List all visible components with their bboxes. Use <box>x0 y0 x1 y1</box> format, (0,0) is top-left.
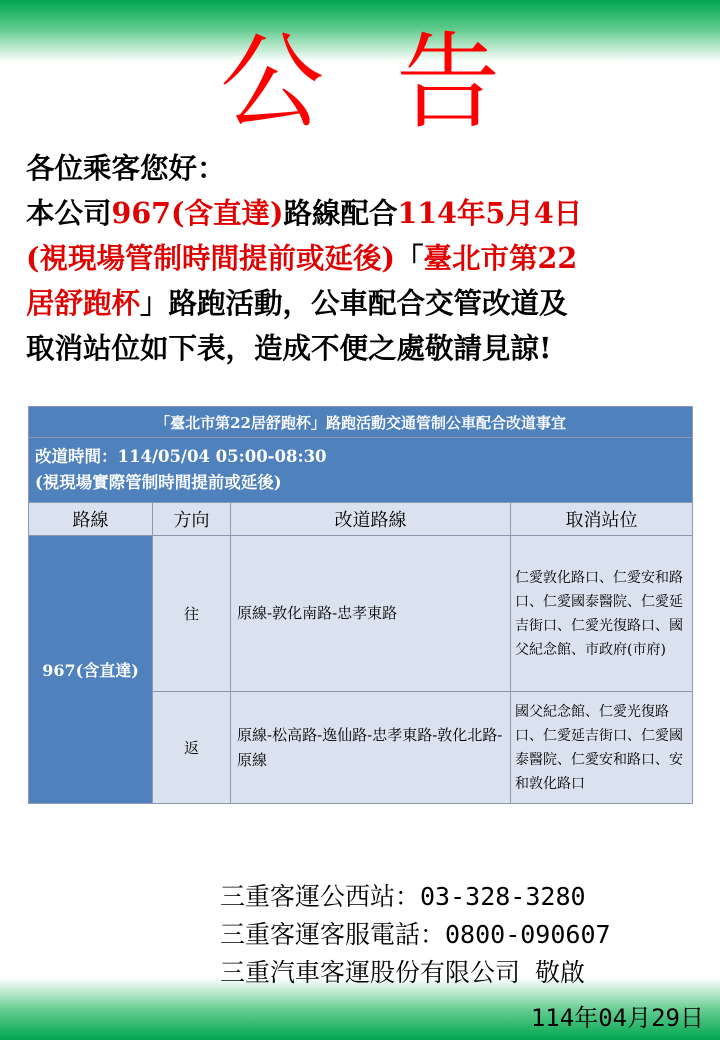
header-cancelled: 取消站位 <box>511 503 693 536</box>
notice-line-1: 各位乘客您好： <box>26 151 226 185</box>
company-signature: 三重汽車客運股份有限公司 敬啟 <box>220 958 586 987</box>
cancelled-return: 國父紀念館、仁愛光復路口、仁愛延吉街口、仁愛國泰醫院、仁愛安和路口、安和敦化路口 <box>511 692 693 804</box>
detour-time <box>29 438 693 503</box>
route-number: 967(含直達) <box>29 536 153 804</box>
notice-line-4: 居舒跑杯」路跑活動，公車配合交管改道及 <box>26 286 568 320</box>
header-detour: 改道路線 <box>231 503 511 536</box>
table-caption: 「臺北市第22居舒跑杯」路跑活動交通管制公車配合改道事宜 <box>29 407 693 438</box>
cancelled-outbound: 仁愛敦化路口、仁愛安和路口、仁愛國泰醫院、仁愛延吉街口、仁愛光復路口、國父紀念館、市政府(市府) <box>511 536 693 692</box>
header-route: 路線 <box>29 503 153 536</box>
header-direction: 方向 <box>153 503 231 536</box>
route-highlight: 967(含直達) <box>111 196 284 230</box>
date-highlight: 114年5月4日 <box>397 196 583 230</box>
detour-outbound: 原線-敦化南路-忠孝東路 <box>231 536 511 692</box>
direction-outbound: 往 <box>153 536 231 692</box>
detour-time-line-2: (視現場實際管制時間提前或延後) <box>35 473 282 492</box>
station-phone: 三重客運公西站：03-328-3280 <box>220 882 586 911</box>
notice-date: 114年04月29日 <box>530 1004 704 1032</box>
table-row <box>29 536 693 692</box>
detour-table <box>28 406 693 804</box>
notice-title: 公告 <box>219 21 572 143</box>
notice-body <box>26 146 706 371</box>
notice-line-5: 取消站位如下表，造成不便之處敬請見諒! <box>26 331 552 365</box>
detour-time-line-1: 改道時間：114/05/04 05:00-08:30 <box>35 447 327 466</box>
notice-line-3: (視現場管制時間提前或延後)「臺北市第22 <box>26 241 578 275</box>
direction-return: 返 <box>153 692 231 804</box>
service-phone: 三重客運客服電話：0800-090607 <box>220 920 611 949</box>
detour-return: 原線-松高路-逸仙路-忠孝東路-敦化北路-原線 <box>231 692 511 804</box>
contact-block <box>220 878 712 992</box>
notice-line-2: 本公司967(含直達)路線配合114年5月4日 <box>26 196 583 230</box>
